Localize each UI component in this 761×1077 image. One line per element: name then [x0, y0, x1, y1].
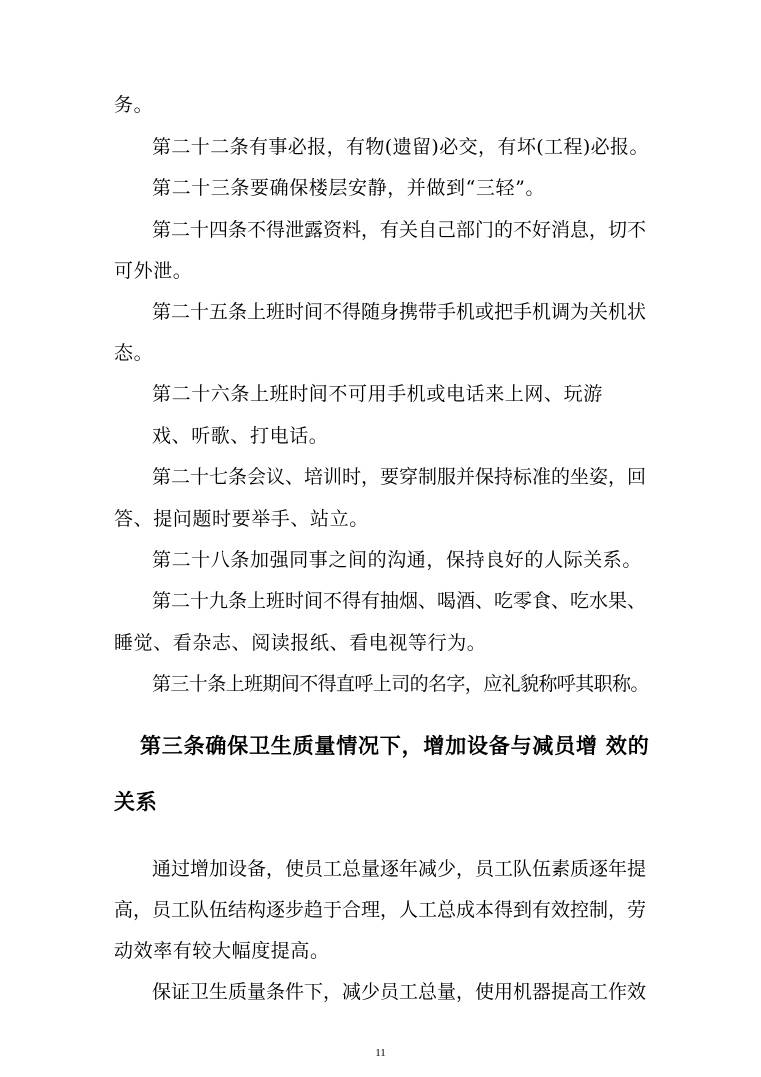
paragraph-line: 第二十三条要确保楼层安静，并做到“三轻”。 [152, 177, 546, 199]
page-number: 11 [375, 1047, 386, 1059]
paragraph-line: 务。 [114, 94, 154, 116]
paragraph-line: 第二十四条不得泄露资料，有关自己部门的不好消息，切不 [152, 219, 647, 241]
paragraph-line: 第三十条上班期间不得直呼上司的名字，应礼貌称呼其职称。 [152, 673, 649, 695]
paragraph-line: 戏、听歌、打电话。 [152, 425, 329, 447]
paragraph-line: 保证卫生质量条件下，减少员工总量，使用机器提高工作效 [152, 981, 647, 1003]
paragraph-line: 态。 [114, 342, 154, 364]
paragraph-line: 高，员工队伍结构逐步趋于合理，人工总成本得到有效控制，劳 [114, 899, 647, 921]
paragraph-line: 通过增加设备，使员工总量逐年减少，员工队伍素质逐年提 [152, 858, 647, 880]
paragraph-line: 第二十六条上班时间不可用手机或电话来上网、玩游 [152, 383, 603, 405]
paragraph-line: 第二十七条会议、培训时，要穿制服并保持标准的坐姿，回 [152, 466, 647, 488]
paragraph-line: 第二十五条上班时间不得随身携带手机或把手机调为关机状 [152, 301, 647, 323]
paragraph-line: 答、提问题时要举手、站立。 [114, 508, 369, 530]
section-heading-line: 关系 [114, 790, 158, 814]
paragraph-line: 动效率有较大幅度提高。 [114, 940, 330, 962]
paragraph-line: 第二十二条有事必报，有物(遗留)必交，有坏(工程)必报。 [152, 136, 649, 158]
paragraph-line: 睡觉、看杂志、阅读报纸、看电视等行为。 [114, 632, 487, 654]
paragraph-line: 可外泄。 [114, 260, 193, 282]
paragraph-line: 第二十九条上班时间不得有抽烟、喝酒、吃零食、吃水果、 [152, 590, 647, 612]
paragraph-line: 第二十八条加强同事之间的沟通，保持良好的人际关系。 [152, 549, 643, 571]
section-heading-line: 第三条确保卫生质量情况下，增加设备与减员增 效的 [140, 734, 650, 758]
